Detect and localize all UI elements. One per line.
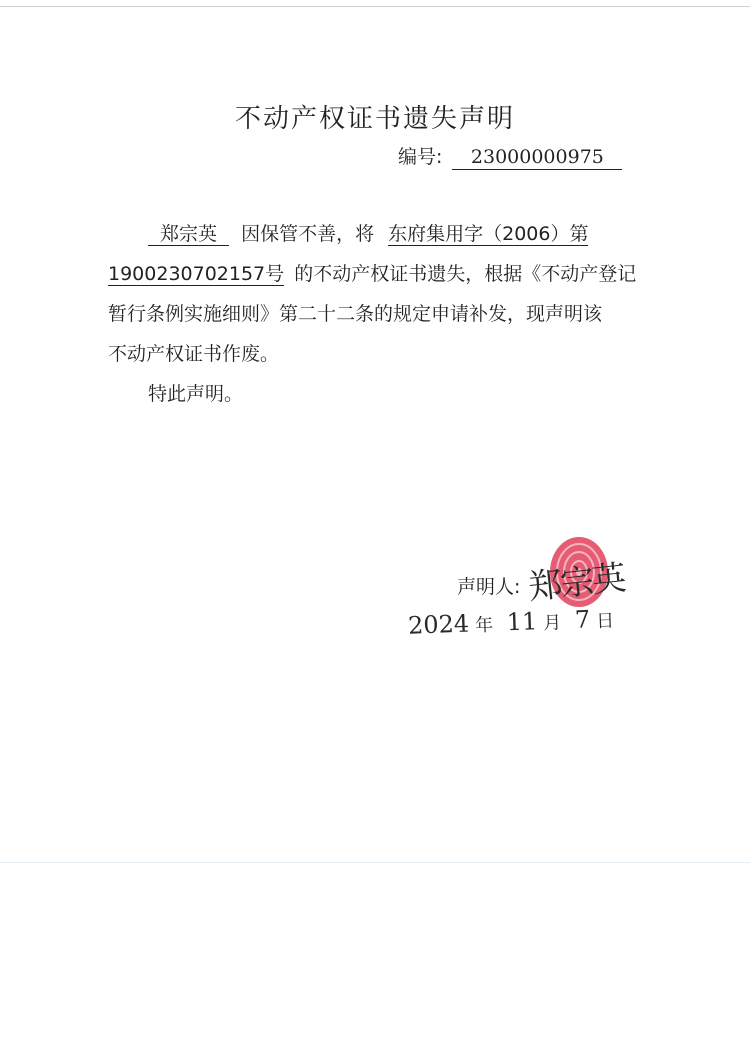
handwritten-date [408,604,621,639]
body-text-2: 的不动产权证书遗失，根据《不动产登记 [294,263,637,285]
owner-name: 郑宗英 [148,223,229,246]
date-month: 11 [506,607,538,637]
document-number-label: 编号: [398,146,443,168]
certificate-number: 1900230702157号 [108,263,285,285]
body-line-4: 不动产权证书作废。 [108,343,280,365]
date-day-unit: 日 [595,610,615,633]
page-title: 不动产权证书遗失声明 [234,104,515,134]
declarant-label: 声明人: [457,576,521,598]
certificate-prefix: 东府集用字（2006）第 [388,223,589,245]
scan-artifact-line [0,862,750,863]
closing-text: 特此声明。 [148,383,244,405]
date-month-unit: 月 [542,612,562,634]
page-top-edge [0,6,750,7]
document-number-value: 23000000975 [452,146,622,170]
body-text-1: 因保管不善，将 [241,223,375,245]
body-line-2 [108,254,636,294]
body-line-3: 暂行条例实施细则》第二十二条的规定申请补发，现声明该 [108,303,603,325]
body-line-1 [148,214,588,254]
date-year-unit: 年 [474,614,494,637]
handwritten-signature: 郑宗英 [526,558,627,608]
date-year: 2024 [407,609,470,640]
date-day: 7 [574,605,591,634]
document-number [398,142,622,170]
